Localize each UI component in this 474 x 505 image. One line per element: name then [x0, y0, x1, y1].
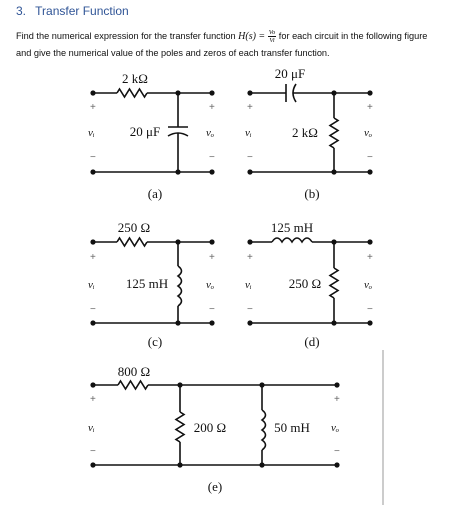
label-b-shunt: 2 kΩ: [292, 125, 318, 140]
vin-label-e: vᵢ: [88, 422, 95, 434]
vout-minus-c: −: [209, 304, 215, 315]
vout-plus-d: +: [367, 252, 373, 263]
inductor-e-shunt: [262, 410, 266, 450]
vout-label-c: vₒ: [206, 279, 215, 291]
caption-a: (a): [147, 186, 163, 201]
vin-minus-e: −: [90, 446, 96, 457]
vout-plus-c: +: [209, 252, 215, 263]
question-title: Transfer Function: [35, 4, 129, 18]
label-b-series: 20 μF: [274, 66, 306, 81]
resistor-d-shunt: [330, 268, 338, 298]
vin-label-b: vᵢ: [245, 127, 252, 139]
resistor-a-series: [117, 89, 147, 97]
inductor-d-series: [272, 238, 312, 242]
label-e-series: 800 Ω: [117, 364, 151, 379]
resistor-c-series: [117, 238, 147, 246]
vin-plus-b: +: [247, 102, 253, 113]
vout-minus-a: −: [209, 152, 215, 163]
caption-e: (e): [207, 479, 223, 494]
vin-plus-a: +: [90, 102, 96, 113]
resistor-e-shunt: [176, 412, 184, 442]
vin-label-a: vᵢ: [88, 127, 95, 139]
question-number: 3.: [16, 4, 27, 18]
label-d-series: 125 mH: [270, 220, 314, 235]
vin-label-d: vᵢ: [245, 279, 252, 291]
label-a-series: 2 kΩ: [122, 71, 148, 86]
vin-plus-e: +: [90, 394, 96, 405]
vout-plus-e: +: [334, 394, 340, 405]
fraction-denominator: Vi: [269, 37, 275, 45]
vin-minus-c: −: [90, 304, 96, 315]
prompt-text-3: and give the numerical value of the poles and zeros of each transfer function.: [16, 48, 330, 58]
vin-minus-b: −: [247, 152, 253, 163]
resistor-e-series: [118, 381, 148, 389]
vout-label-e: vₒ: [331, 422, 340, 434]
vin-minus-d: −: [247, 304, 253, 315]
label-a-shunt: 20 μF: [129, 124, 161, 139]
fraction-numerator: Vo: [268, 29, 276, 37]
vout-minus-d: −: [367, 304, 373, 315]
vout-plus-a: +: [209, 102, 215, 113]
caption-c: (c): [147, 334, 163, 349]
vin-plus-d: +: [247, 252, 253, 263]
caption-d: (d): [304, 334, 320, 349]
vout-minus-b: −: [367, 152, 373, 163]
resistor-b-shunt: [330, 118, 338, 148]
caption-b: (b): [304, 186, 320, 201]
vout-label-d: vₒ: [364, 279, 373, 291]
prompt-text-2: for each circuit in the following figure: [276, 31, 428, 41]
inductor-c-shunt: [178, 266, 182, 306]
transfer-function-expression: H(s) =: [238, 31, 266, 42]
prompt-text-1: Find the numerical expression for the transfer function: [16, 31, 239, 41]
vin-plus-c: +: [90, 252, 96, 263]
label-e-shunt2: 50 mH: [274, 420, 310, 435]
vin-label-c: vᵢ: [88, 279, 95, 291]
vin-minus-a: −: [90, 152, 96, 163]
vout-minus-e: −: [334, 446, 340, 457]
label-c-shunt: 125 mH: [125, 276, 169, 291]
label-c-series: 250 Ω: [117, 220, 151, 235]
vout-label-a: vₒ: [206, 127, 215, 139]
label-d-shunt: 250 Ω: [288, 276, 322, 291]
vout-plus-b: +: [367, 102, 373, 113]
vout-label-b: vₒ: [364, 127, 373, 139]
label-e-shunt1: 200 Ω: [193, 420, 227, 435]
